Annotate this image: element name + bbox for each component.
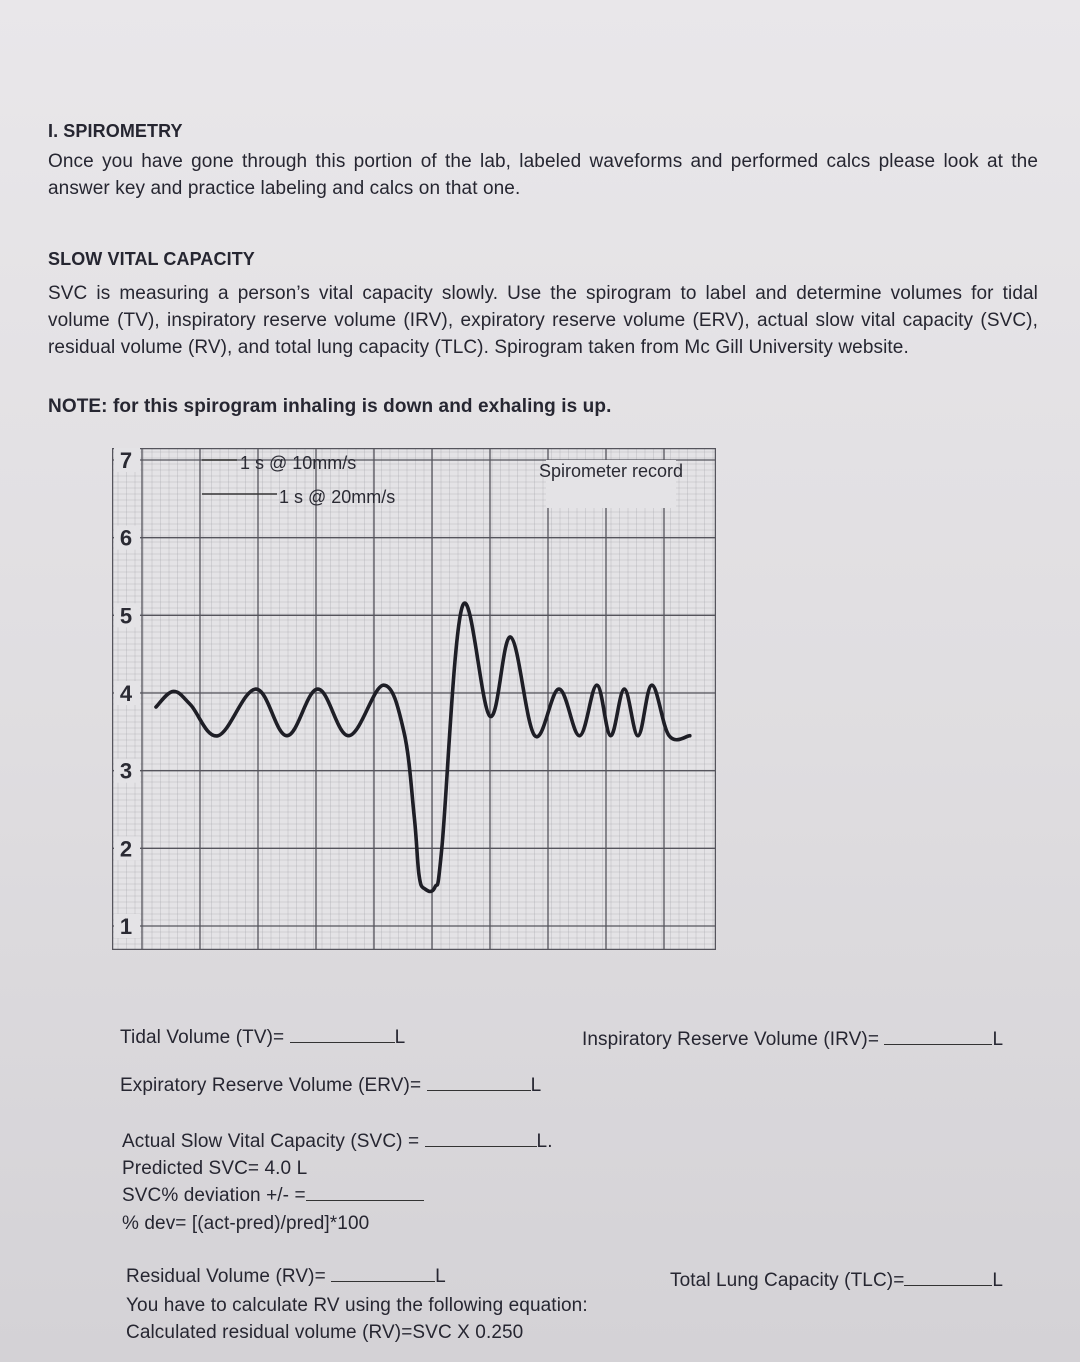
y-tick-label: 6 — [119, 525, 133, 551]
erv-unit: L — [530, 1075, 542, 1096]
section-title: I. SPIROMETRY — [48, 121, 183, 141]
intro-paragraph: Once you have gone through this portion of the lab, labeled waveforms and performed calcs please look at the answer key and practice labeling and calcs on that one. — [48, 151, 1038, 199]
tv-row — [120, 1024, 405, 1051]
trace-point — [461, 605, 464, 608]
erv-answer-blank[interactable] — [427, 1072, 531, 1091]
y-tick-label: 1 — [119, 914, 133, 939]
svc-label: Actual Slow Vital Capacity (SVC) = — [122, 1131, 420, 1152]
irv-answer-blank[interactable] — [884, 1026, 992, 1045]
erv-row — [120, 1072, 541, 1099]
svc-deviation-label: SVC% deviation +/- = — [122, 1185, 306, 1206]
annotation-10mm: 1 s @ 10mm/s — [240, 453, 357, 473]
trace-point — [316, 688, 319, 691]
deviation-formula: % dev= [(act-pred)/pred]*100 — [122, 1213, 370, 1234]
trace-point — [255, 688, 258, 691]
svc-heading: SLOW VITAL CAPACITY — [48, 249, 255, 269]
trace-point — [413, 816, 416, 819]
rv-label: Residual Volume (RV)= — [126, 1266, 326, 1287]
trace-point — [489, 715, 492, 718]
chart-background — [112, 448, 716, 950]
y-tick-label: 2 — [119, 836, 133, 862]
irv-row — [582, 1026, 1003, 1053]
trace-point — [651, 684, 654, 687]
trace-point — [533, 734, 536, 737]
y-tick-label: 5 — [119, 603, 133, 629]
trace-point — [286, 734, 289, 737]
irv-unit: L — [992, 1029, 1004, 1050]
predicted-svc: Predicted SVC= 4.0 L — [122, 1158, 308, 1179]
y-tick-label: 3 — [119, 758, 133, 784]
trace-point — [155, 706, 158, 709]
irv-label: Inspiratory Reserve Volume (IRV)= — [582, 1029, 880, 1050]
trace-point — [382, 684, 385, 687]
trace-point — [578, 734, 581, 737]
tv-unit: L — [394, 1027, 406, 1048]
y-tick-label: 4 — [119, 681, 133, 706]
trace-point — [609, 734, 612, 737]
y-tick-label: 7 — [119, 448, 133, 473]
trace-point — [668, 734, 671, 737]
trace-point — [418, 874, 421, 877]
tlc-answer-blank[interactable] — [904, 1267, 992, 1286]
tv-answer-blank[interactable] — [290, 1024, 395, 1043]
trace-point — [403, 730, 406, 733]
trace-point — [423, 887, 426, 890]
svc-deviation-row — [122, 1182, 424, 1209]
spirogram-chart — [112, 448, 716, 950]
trace-point — [434, 886, 437, 889]
trace-point — [623, 688, 626, 691]
rv-row — [126, 1263, 446, 1290]
svc-row — [122, 1128, 553, 1155]
trace-point — [217, 734, 220, 737]
svc-deviation-blank[interactable] — [306, 1182, 424, 1201]
annotation-spirometer: Spirometer record — [538, 461, 684, 481]
svc-description: SVC is measuring a person’s vital capacity slowly. Use the spirogram to label and determine volumes for tidal volume (TV), inspiratory reserve volume (IRV), expiratory reserve volume (ERV), actual slow vital capacity (SVC), residual volume (RV), and total lung capacity (TLC). Spirogram taken from Mc Gill University website. — [48, 283, 1038, 358]
trace-point — [172, 690, 175, 693]
trace-point — [637, 734, 640, 737]
trace-point — [440, 847, 443, 850]
svc-answer-blank[interactable] — [425, 1128, 537, 1147]
rv-note: You have to calculate RV using the following equation: — [126, 1295, 588, 1316]
tlc-unit: L — [992, 1270, 1004, 1291]
trace-point — [509, 636, 512, 639]
rv-equation: Calculated residual volume (RV)=SVC X 0.250 — [126, 1322, 524, 1343]
annotation-20mm: 1 s @ 20mm/s — [279, 487, 396, 507]
trace-point — [189, 703, 192, 706]
rv-answer-blank[interactable] — [331, 1263, 435, 1282]
svc-unit: L. — [536, 1131, 553, 1152]
direction-note: NOTE: for this spirogram inhaling is down and exhaling is up. — [48, 396, 612, 417]
rv-unit: L — [435, 1266, 446, 1287]
erv-label: Expiratory Reserve Volume (ERV)= — [120, 1075, 422, 1096]
trace-point — [347, 734, 350, 737]
trace-point — [558, 688, 561, 691]
trace-point — [688, 734, 691, 737]
trace-point — [595, 684, 598, 687]
tlc-row — [670, 1267, 1003, 1294]
tlc-label: Total Lung Capacity (TLC)= — [670, 1270, 905, 1291]
tv-label: Tidal Volume (TV)= — [120, 1027, 285, 1048]
